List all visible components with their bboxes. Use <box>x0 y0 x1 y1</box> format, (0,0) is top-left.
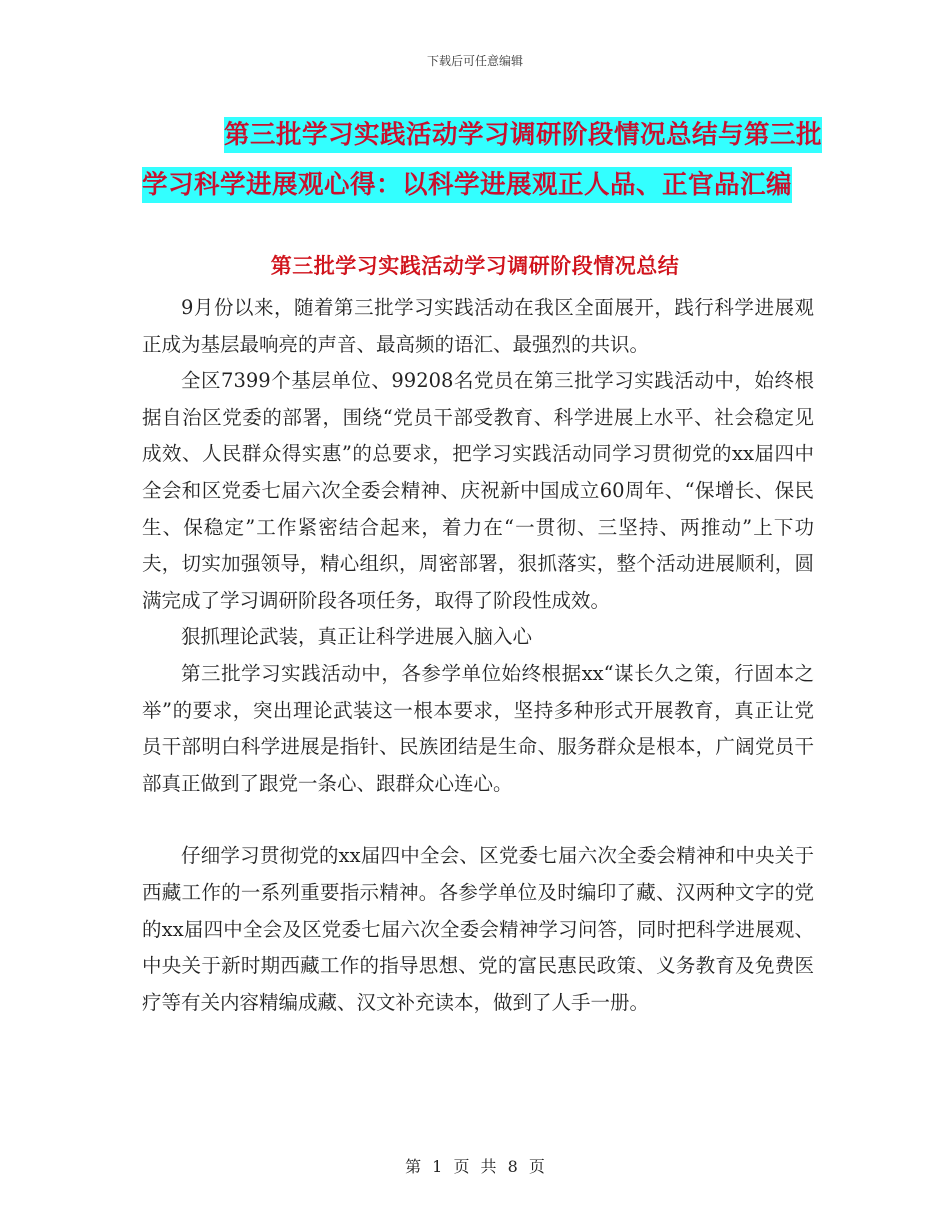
title-highlight-2: 学习科学进展观心得：以科学进展观正人品、正官品汇编 <box>142 167 792 203</box>
paragraph: 第三批学习实践活动中，各参学单位始终根据xx“谋长久之策，行固本之举”的要求，突出理论武装这一根本要求，坚持多种形式开展教育，真正让党员干部明白科学进展是指针、民族团结是生命、服务群众是根本，广阔党员干部真正做到了跟党一条心、跟群众心连心。 <box>142 661 814 795</box>
document-title <box>142 110 822 210</box>
document-title-line-2 <box>142 160 822 210</box>
page-header-note: 下载后可任意编辑 <box>426 54 523 68</box>
section-title: 第三批学习实践活动学习调研阶段情况总结 <box>270 254 680 278</box>
page-footer: 第 1 页 共 8 页 <box>405 1157 545 1176</box>
paragraph: 全区7399个基层单位、99208名党员在第三批学习实践活动中，始终根据自治区党委的部署，围绕“党员干部受教育、科学进展上水平、社会稳定见成效、人民群众得实惠”的总要求，把学习实践活动同学习贯彻党的xx届四中全会和区党委七届六次全委会精神、庆祝新中国成立60周年、“保增长、保民生、保稳定”工作紧密结合起来，着力在“一贯彻、三坚持、两推动”上下功夫，切实加强领导，精心组织，周密部署，狠抓落实，整个活动进展顺利，圆满完成了学习调研阶段各项任务，取得了阶段性成效。 <box>142 369 814 612</box>
document-title-line-1 <box>142 110 822 160</box>
paragraph: 仔细学习贯彻党的xx届四中全会、区党委七届六次全委会精神和中央关于西藏工作的一系列重要指示精神。各参学单位及时编印了藏、汉两种文字的党的xx届四中全会及区党委七届六次全委会精神学习问答，同时把科学进展观、中央关于新时期西藏工作的指导思想、党的富民惠民政策、义务教育及免费医疗等有关内容精编成藏、汉文补充读本，做到了人手一册。 <box>142 844 814 1014</box>
title-highlight-1: 第三批学习实践活动学习调研阶段情况总结与第三批 <box>224 117 822 153</box>
subheading-paragraph: 狠抓理论武装，真正让科学进展入脑入心 <box>181 625 533 649</box>
document-body <box>142 290 814 1021</box>
paragraph: 9月份以来，随着第三批学习实践活动在我区全面展开，践行科学进展观正成为基层最响亮的声音、最高频的语汇、最强烈的共识。 <box>142 296 814 356</box>
